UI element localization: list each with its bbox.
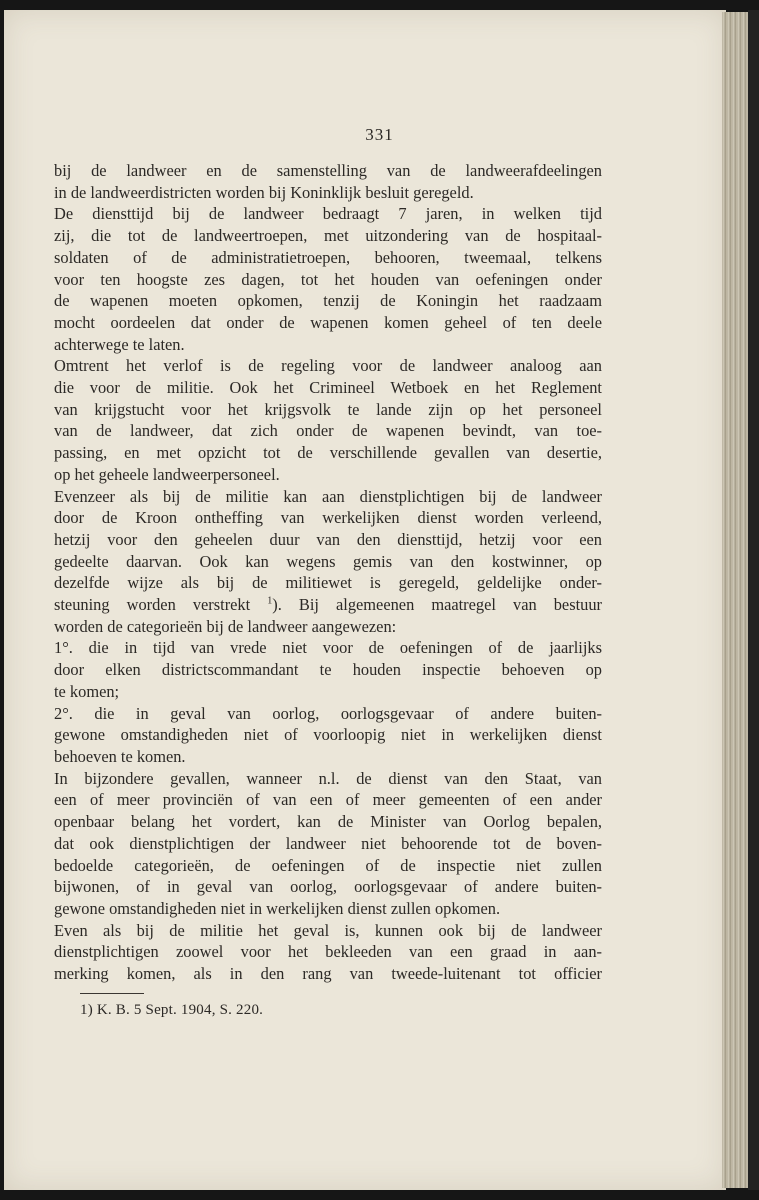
text-line: worden de categorieën bij de landweer aangewezen: (54, 616, 397, 636)
text-line: door de Kroon ontheffing van werkelijken dienst worden verleend, (54, 508, 602, 528)
page-edge-stack (722, 12, 748, 1188)
text-line: dienstplichtigen zoowel voor het bekleeden van een graad in aan- (54, 942, 602, 962)
text-line: bijwonen, of in geval van oorlog, oorlogsgevaar of andere buiten- (54, 877, 602, 897)
text-line: van krijgstucht voor het krijgsvolk te lande zijn op het personeel (54, 399, 602, 419)
text-line: gewone omstandigheden niet of voorloopig niet in werkelijken dienst (54, 725, 602, 745)
text-line: In bijzondere gevallen, wanneer n.l. de dienst van den Staat, van (54, 768, 602, 788)
text-line: soldaten of de administratietroepen, behooren, tweemaal, telkens (54, 247, 602, 267)
text-line: gedeelte daarvan. Ook kan wegens gemis van den kostwinner, op (54, 551, 602, 571)
text-segment: steuning worden verstrekt (54, 595, 251, 615)
text-line: de wapenen moeten opkomen, tenzij de Koningin het raadzaam (54, 291, 602, 311)
text-line: Even als bij de militie het geval is, kunnen ook bij de landweer (54, 920, 602, 940)
paragraph (54, 703, 602, 768)
text-line: bij de landweer en de samenstelling van de landweerafdeelingen (54, 161, 602, 180)
text-line: merking komen, als in den rang van tweede-luitenant tot officier (54, 964, 602, 984)
text-line: door elken districtscommandant te houden inspectie behoeven op (54, 660, 602, 680)
text-line: De diensttijd bij de landweer bedraagt 7 jaren, in welken tijd (54, 204, 602, 224)
text-line: 2°. die in geval van oorlog, oorlogsgevaar of andere buiten- (54, 703, 602, 723)
text-line: in de landweerdistricten worden bij Koninklijk besluit geregeld. (54, 182, 474, 202)
text-line: mocht oordeelen dat onder de wapenen komen geheel of ten deele (54, 312, 602, 332)
text-line: bedoelde categorieën, de oefeningen of de inspectie niet zullen (54, 855, 602, 875)
text-line-with-footnote (54, 594, 602, 616)
text-line: passing, en met opzicht tot de verschillende gevallen van desertie, (54, 443, 602, 463)
footnote-reference: 1 (267, 595, 273, 607)
text-line: gewone omstandigheden niet in werkelijken dienst zullen opkomen. (54, 898, 501, 918)
body-text (54, 160, 602, 985)
text-line: een of meer provinciën of van een of meer gemeenten of een ander (54, 790, 602, 810)
scanner-border (748, 10, 759, 1190)
text-line: zij, die tot de landweertroepen, met uitzondering van de hospitaal- (54, 226, 602, 246)
text-line: dezelfde wijze als bij de militiewet is geregeld, geldelijke onder- (54, 573, 602, 593)
text-line: Evenzeer als bij de militie kan aan dienstplichtigen bij de landweer (54, 486, 602, 506)
footnote: 1) K. B. 5 Sept. 1904, S. 220. (80, 1002, 264, 1018)
page-number: 331 (365, 125, 394, 144)
text-line: die voor de militie. Ook het Crimineel Wetboek en het Reglement (54, 378, 602, 398)
text-line: hetzij voor den geheelen duur van den diensttijd, hetzij voor een (54, 529, 602, 549)
paragraph (54, 768, 602, 920)
text-line: op het geheele landweerpersoneel. (54, 464, 280, 484)
footnote-divider (80, 993, 144, 994)
text-line: behoeven te komen. (54, 746, 186, 766)
text-line: openbaar belang het vordert, kan de Minister van Oorlog bepalen, (54, 812, 602, 832)
text-segment: ). Bij algemeenen maatregel van bestuur (272, 595, 602, 615)
text-line: voor ten hoogste zes dagen, tot het houden van oefeningen onder (54, 269, 602, 289)
paragraph (54, 920, 602, 985)
paragraph (54, 637, 602, 702)
text-line: te komen; (54, 681, 120, 701)
paragraph (54, 355, 602, 485)
text-line: van de landweer, dat zich onder de wapenen bevindt, van toe- (54, 421, 602, 441)
text-line: achterwege te laten. (54, 334, 185, 354)
text-line: dat ook dienstplichtigen der landweer niet behoorende tot de boven- (54, 833, 602, 853)
paragraph (54, 160, 602, 203)
text-line: Omtrent het verlof is de regeling voor de landweer analoog aan (54, 356, 602, 376)
paragraph (54, 203, 602, 355)
text-line: 1°. die in tijd van vrede niet voor de oefeningen of de jaarlijks (54, 638, 602, 658)
paragraph (54, 486, 602, 638)
